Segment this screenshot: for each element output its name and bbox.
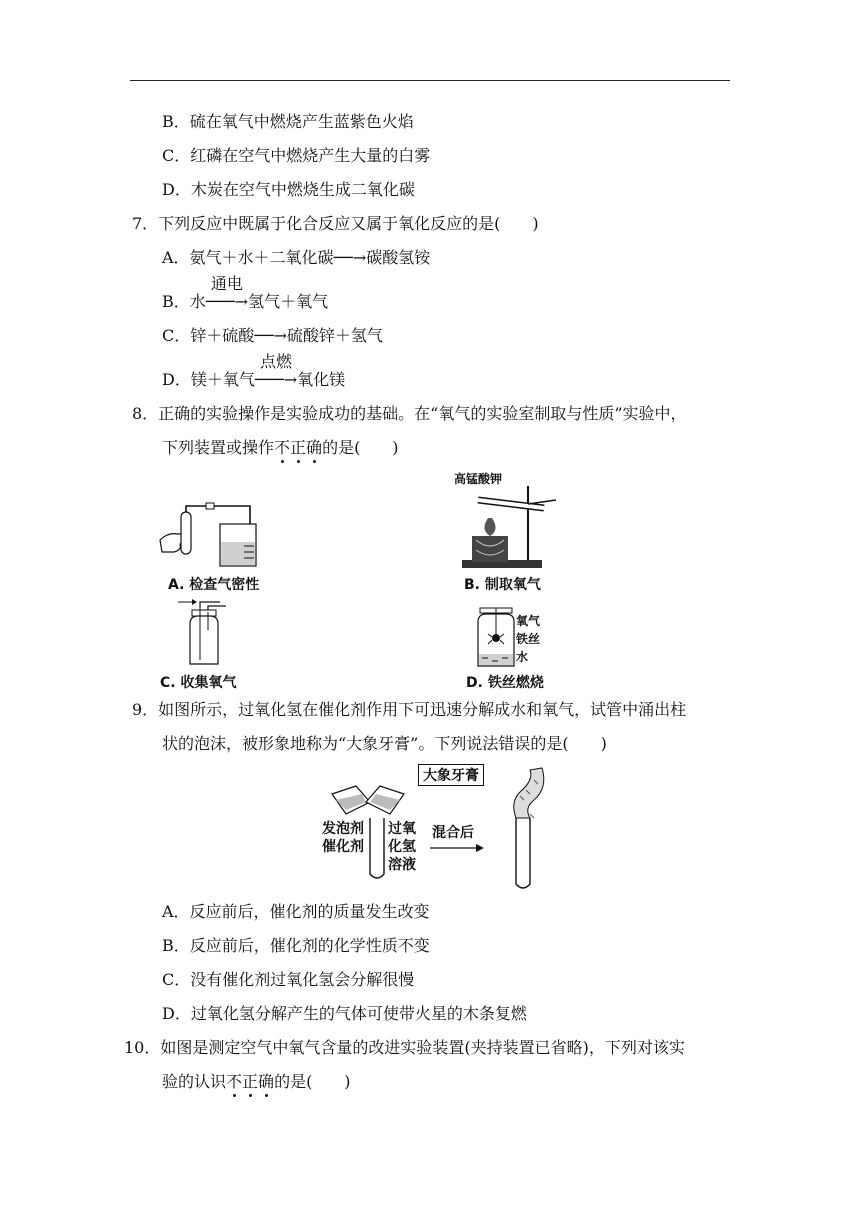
- q7-option-d-product: 氧化镁: [297, 370, 346, 389]
- emphasis-char: 不: [274, 438, 291, 457]
- figure-a-airtightness: [158, 498, 268, 570]
- reaction-condition: 通电: [210, 274, 243, 293]
- emphasis-char: 正: [242, 1072, 259, 1091]
- q9-option-c: C．没有催化剂过氧化氢会分解很慢: [162, 970, 415, 989]
- q8-stem-line2: [162, 438, 399, 458]
- reaction-condition: 点燃: [259, 352, 292, 371]
- figure-mid-label-line: 化氢: [388, 839, 416, 855]
- figure-c-caption: C. 收集氧气: [160, 675, 237, 691]
- figure-d-label-iron: 铁丝: [516, 632, 541, 646]
- q10-stem-line2: [162, 1072, 351, 1092]
- figure-left-label-line: 催化剂: [322, 839, 364, 855]
- q6-option-b: B．硫在氧气中燃烧产生蓝紫色火焰: [162, 112, 414, 131]
- figure-arrow-label: 混合后: [432, 825, 474, 841]
- q7-option-c: C．锌＋硫酸──→硫酸锌＋氢气: [162, 326, 383, 345]
- figure-mid-label: [388, 820, 416, 874]
- figure-d-iron-burning: [474, 606, 518, 668]
- figure-a-caption: A. 检查气密性: [168, 577, 260, 593]
- emphasis-char: 不: [226, 1072, 243, 1091]
- q7-option-a: A．氨气＋水＋二氧化碳──→碳酸氢铵: [162, 248, 431, 267]
- q9-stem: 9．如图所示，过氧化氢在催化剂作用下可迅速分解成水和氧气，试管中涌出柱: [132, 700, 687, 719]
- reaction-arrow: 通电 ───→: [205, 274, 249, 311]
- q7-option-b-product: 氢气＋氧气: [248, 292, 329, 311]
- q7-stem: 7．下列反应中既属于化合反应又属于氧化反应的是( ): [132, 214, 539, 233]
- figure-box-label: 大象牙膏: [423, 768, 479, 784]
- reaction-arrow: 点燃 ───→: [254, 352, 298, 389]
- header-rule: [130, 80, 730, 81]
- figure-mid-label-line: 溶液: [388, 857, 416, 873]
- q6-option-c: C．红磷在空气中燃烧产生大量的白雾: [162, 146, 431, 165]
- q7-option-b-reactant: B．水: [162, 292, 206, 311]
- q9-stem-line2: 状的泡沫，被形象地称为“大象牙膏”。下列说法错误的是( ): [162, 734, 607, 753]
- q8-stem: 8．正确的实验操作是实验成功的基础。在“氧气的实验室制取与性质”实验中，: [132, 404, 687, 423]
- emphasis-char: 正: [290, 438, 307, 457]
- figure-d-label-oxygen: 氧气: [516, 614, 541, 628]
- q6-option-d: D．木炭在空气中燃烧生成二氧化碳: [162, 180, 415, 199]
- emphasis-char: 确: [258, 1072, 275, 1091]
- figure-d-caption: D. 铁丝燃烧: [466, 675, 544, 691]
- figure-mid-label-line: 过氧: [388, 821, 416, 837]
- emphasis-char: 确: [306, 438, 323, 457]
- q7-option-d: [162, 352, 346, 390]
- q8-stem-text: 下列装置或操作: [162, 438, 275, 457]
- q10-stem-text: 的是( ): [274, 1072, 351, 1091]
- q9-option-b: B．反应前后，催化剂的化学性质不变: [162, 936, 430, 955]
- figure-b-label: 高锰酸钾: [454, 472, 503, 486]
- figure-left-label: [322, 820, 364, 856]
- q9-option-d: D．过氧化氢分解产生的气体可使带火星的木条复燃: [162, 1004, 527, 1023]
- q9-option-a: A．反应前后，催化剂的质量发生改变: [162, 902, 430, 921]
- q10-stem: 10．如图是测定空气中氧气含量的改进实验装置(夹持装置已省略)，下列对该实: [124, 1038, 685, 1057]
- q8-stem-text: 的是( ): [322, 438, 399, 457]
- figure-c-collection: [178, 598, 248, 668]
- figure-label-box: [418, 764, 484, 786]
- figure-b-caption: B. 制取氧气: [464, 577, 541, 593]
- figure-b-preparation: [458, 486, 568, 572]
- figure-d-label-water: 水: [516, 650, 529, 664]
- q7-option-b: [162, 274, 329, 312]
- q7-option-d-reactant: D．镁＋氧气: [162, 370, 255, 389]
- figure-left-label-line: 发泡剂: [322, 821, 364, 837]
- q10-stem-text: 验的认识: [162, 1072, 227, 1091]
